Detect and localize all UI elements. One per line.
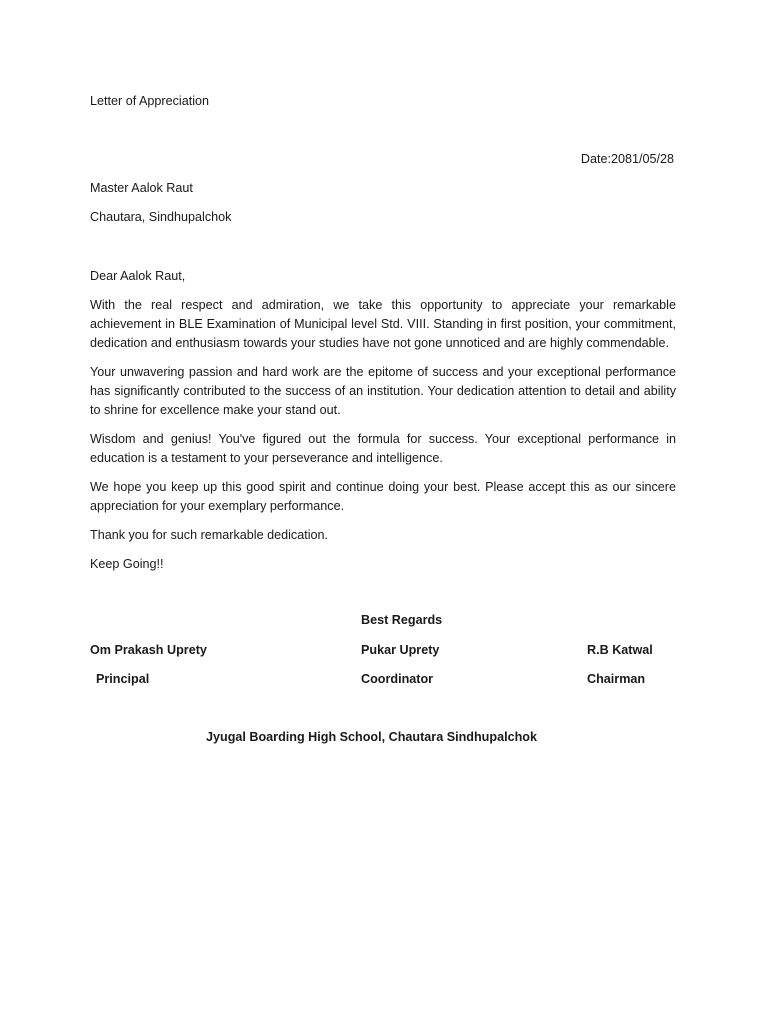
paragraph-wisdom: Wisdom and genius! You've figured out the formula for success. Your exceptional performance in education is a testament to your perseverance and intelligence. xyxy=(90,432,676,465)
signatory-name-coordinator: Pukar Uprety xyxy=(361,643,440,657)
paragraph-achievement: With the real respect and admiration, we take this opportunity to appreciate your remarkable achievement in BLE Examination of Municipal level Std. VIII. Standing in first position, your commitment, dedication and enthusiasm towards your studies have not gone unnoticed and are highly commendable. xyxy=(90,298,676,350)
signatory-title-coordinator: Coordinator xyxy=(361,672,434,686)
salutation: Dear Aalok Raut, xyxy=(90,269,186,283)
letter-date: Date:2081/05/28 xyxy=(580,152,674,166)
recipient-name: Master Aalok Raut xyxy=(90,181,193,195)
signatory-title-principal: Principal xyxy=(96,672,150,686)
closing-regards: Best Regards xyxy=(361,613,443,627)
school-name: Jyugal Boarding High School, Chautara Sindhupalchok xyxy=(206,730,537,744)
paragraph-spirit: We hope you keep up this good spirit and continue doing your best. Please accept this as our sincere appreciation for your exemplary performance. xyxy=(90,480,676,513)
paragraph-keep-going: Keep Going!! xyxy=(90,557,164,571)
signatory-name-chairman: R.B Katwal xyxy=(587,643,653,657)
signatory-name-principal: Om Prakash Uprety xyxy=(90,643,207,657)
signatory-title-chairman: Chairman xyxy=(587,672,646,686)
recipient-address: Chautara, Sindhupalchok xyxy=(90,210,232,224)
letter-heading: Letter of Appreciation xyxy=(90,94,210,108)
paragraph-thanks: Thank you for such remarkable dedication. xyxy=(90,528,329,542)
paragraph-passion: Your unwavering passion and hard work are the epitome of success and your exceptional performance has significantly contributed to the success of an institution. Your dedication attention to detail and ability to shrine for excellence make your stand out. xyxy=(90,365,676,417)
